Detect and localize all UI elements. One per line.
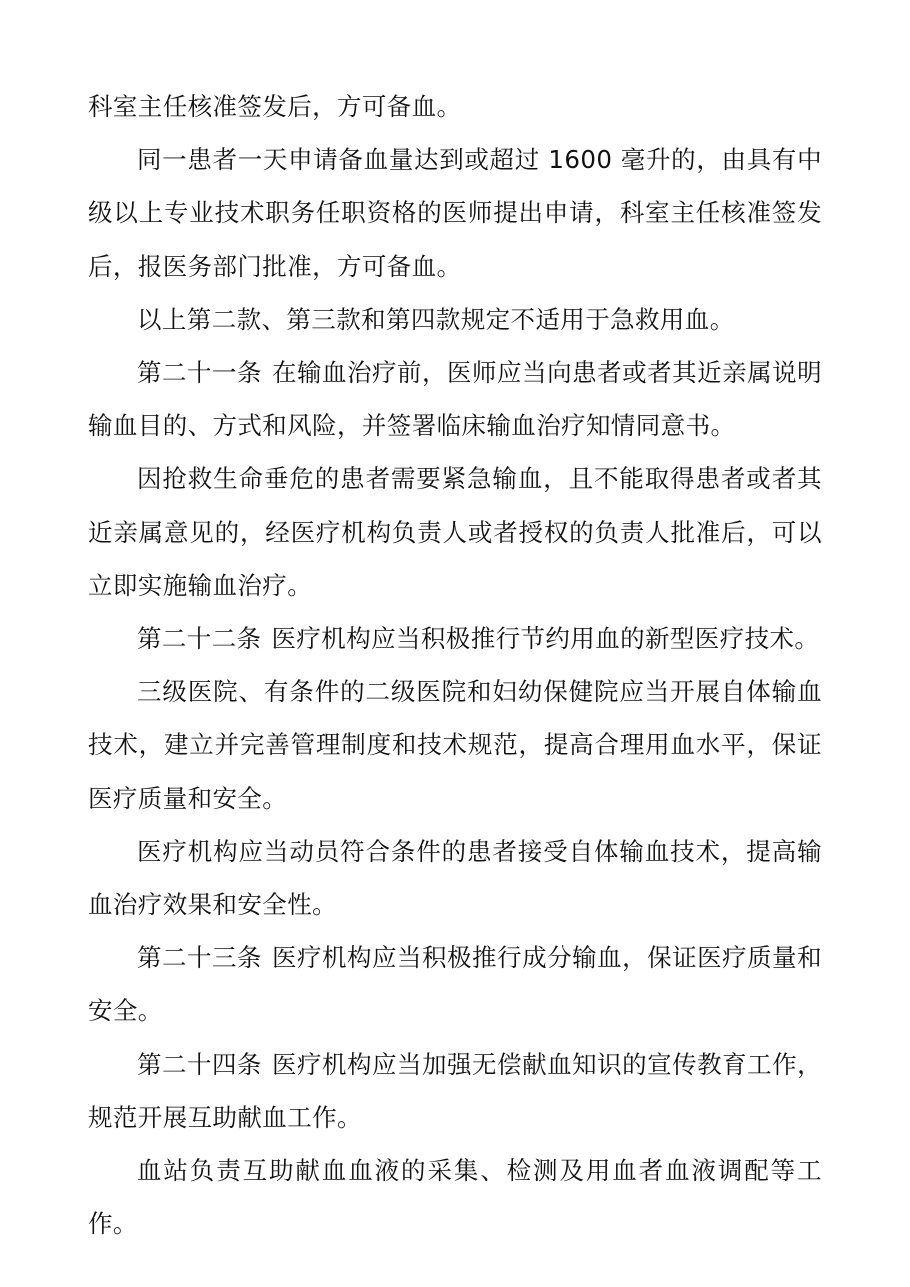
paragraph-text: 血站负责互助献血血液的采集、检测及用血者血液调配等工作。 xyxy=(88,1156,822,1239)
paragraph-text: 医疗机构应当动员符合条件的患者接受自体输血技术，提高输血治疗效果和安全性。 xyxy=(88,836,822,920)
paragraph-text: 三级医院、有条件的二级医院和妇幼保健院应当开展自体输血技术，建立并完善管理制度和技术规范，提高合理用血水平，保证医疗质量和安全。 xyxy=(88,677,822,813)
paragraph-8 xyxy=(88,825,822,931)
paragraph-text: 在输血治疗前，医师应当向患者或者其近亲属说明输血目的、方式和风险，并签署临床输血治疗知情同意书。 xyxy=(88,358,822,441)
article-number: 第二十三条 xyxy=(137,943,263,973)
article-number: 第二十二条 xyxy=(137,624,262,654)
paragraph-text: 以上第二款、第三款和第四款规定不适用于急救用血。 xyxy=(137,304,735,334)
article-23-paragraph xyxy=(88,931,822,1037)
paragraph-2 xyxy=(88,133,822,293)
article-24-paragraph xyxy=(88,1038,822,1144)
paragraph-7 xyxy=(88,665,822,825)
article-number: 第二十一条 xyxy=(137,358,263,388)
paragraph-11 xyxy=(88,1144,822,1250)
paragraph-text: 医疗机构应当积极推行节约用血的新型医疗技术。 xyxy=(271,624,820,654)
paragraph-3 xyxy=(88,293,822,346)
paragraph-text: 医疗机构应当加强无偿献血知识的宣传教育工作，规范开展互助献血工作。 xyxy=(88,1049,822,1132)
article-number: 第二十四条 xyxy=(137,1049,263,1079)
paragraph-text: 科室主任核准签发后，方可备血。 xyxy=(88,92,462,121)
article-22-paragraph xyxy=(88,612,822,665)
paragraph-text: 因抢救生命垂危的患者需要紧急输血，且不能取得患者或者其近亲属意见的，经医疗机构负责人或者授权的负责人批准后，可以立即实施输血治疗。 xyxy=(88,464,822,600)
paragraph-text: 同一患者一天申请备血量达到或超过 1600 毫升的，由具有中级以上专业技术职务任职资格的医师提出申请，科室主任核准签发后，报医务部门批准，方可备血。 xyxy=(88,145,822,281)
paragraph-1 xyxy=(88,80,822,133)
paragraph-text: 医疗机构应当积极推行成分输血，保证医疗质量和安全。 xyxy=(88,943,822,1026)
article-21-paragraph xyxy=(88,346,822,452)
paragraph-5 xyxy=(88,452,822,612)
